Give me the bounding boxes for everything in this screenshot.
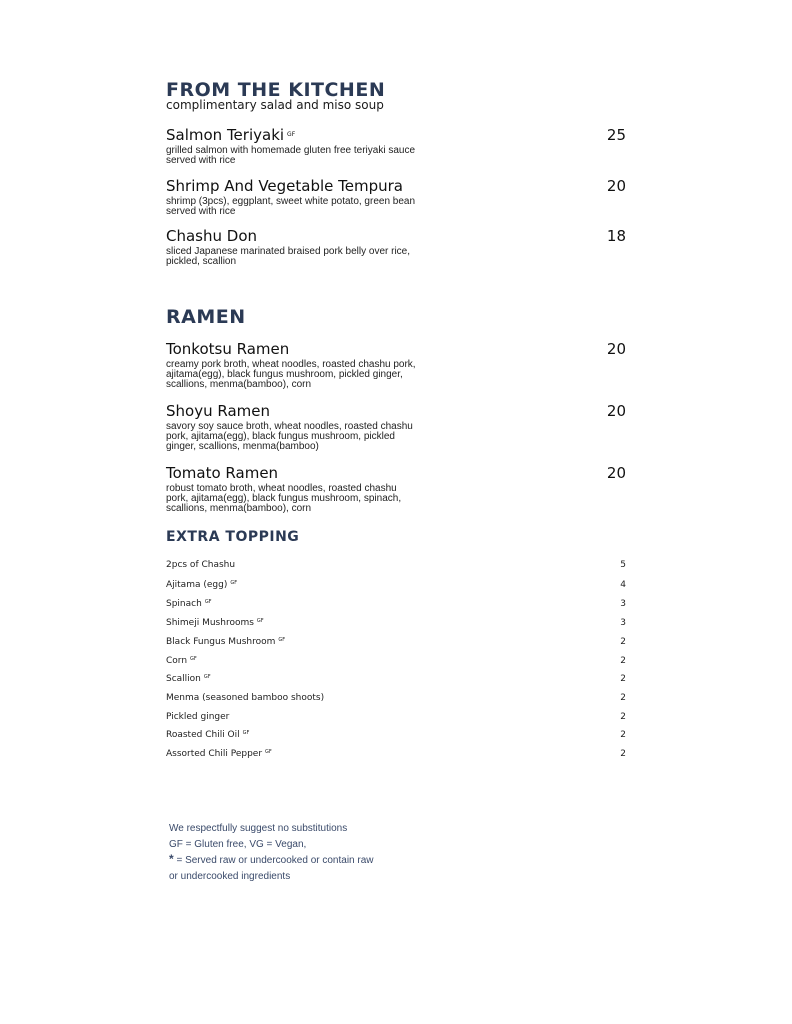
topping-row (166, 730, 626, 744)
topping-row (166, 580, 626, 594)
menu-item-shrimp-tempura (166, 177, 626, 217)
gf-tag: GF (204, 599, 212, 605)
topping-row (166, 599, 626, 613)
topping-price: 2 (620, 693, 626, 703)
item-name: Salmon Teriyaki (166, 126, 285, 144)
item-description: robust tomato broth, wheat noodles, roasted chashu pork, ajitama(egg), black fungus mushroom, spinach, scallions, menma(bamboo), corn (166, 483, 402, 514)
gf-tag: GF (256, 618, 264, 624)
topping-row (166, 749, 626, 763)
item-name: Tomato Ramen (166, 464, 279, 482)
gf-tag: GF (203, 674, 211, 680)
topping-row (166, 656, 626, 670)
topping-row (166, 560, 626, 574)
topping-price: 2 (620, 730, 626, 740)
gf-tag: GF (230, 580, 238, 586)
topping-price: 5 (620, 560, 626, 570)
topping-price: 3 (620, 599, 626, 609)
topping-name: 2pcs of Chashu (166, 560, 236, 570)
item-name: Tonkotsu Ramen (166, 340, 290, 358)
topping-row (166, 637, 626, 651)
item-name: Shoyu Ramen (166, 402, 270, 420)
topping-price: 2 (620, 712, 626, 722)
topping-price: 2 (620, 749, 626, 759)
item-price: 20 (606, 177, 626, 195)
topping-row (166, 693, 626, 707)
item-description: sliced Japanese marinated braised pork belly over rice, pickled, scallion (166, 246, 411, 267)
notes-line-legend: GF = Gluten free, VG = Vegan, (169, 838, 307, 850)
menu-item-chashu-don (166, 227, 626, 267)
topping-price: 2 (620, 656, 626, 666)
asterisk-symbol: * (169, 852, 174, 866)
notes-line-substitutions: We respectfully suggest no substitutions (169, 823, 348, 834)
topping-price: 2 (620, 674, 626, 684)
topping-name: Shimeji Mushrooms (166, 618, 254, 628)
item-price: 20 (606, 340, 626, 358)
notes-line-raw: = Served raw or undercooked or contain raw (173, 855, 374, 866)
gf-tag: GF (190, 656, 197, 662)
topping-row (166, 674, 626, 688)
gf-tag: GF (287, 131, 296, 138)
topping-price: 4 (620, 580, 626, 590)
kitchen-section-subtitle: complimentary salad and miso soup (166, 98, 384, 112)
extra-topping-title: EXTRA TOPPING (166, 529, 300, 545)
item-price: 18 (606, 227, 626, 245)
item-description: shrimp (3pcs), eggplant, sweet white potato, green bean served with rice (166, 196, 416, 217)
kitchen-section-title: FROM THE KITCHEN (166, 79, 386, 101)
menu-item-tomato-ramen (166, 464, 626, 514)
topping-name: Corn (166, 656, 188, 666)
topping-name: Pickled ginger (166, 712, 230, 722)
menu-item-tonkotsu-ramen (166, 340, 626, 390)
topping-name: Spinach (166, 599, 202, 609)
topping-name: Scallion (166, 674, 201, 684)
item-description: savory soy sauce broth, wheat noodles, roasted chashu pork, ajitama(egg), black fungus mushroom, pickled ginger, scallions, menma(bamboo) (166, 421, 413, 452)
topping-name: Assorted Chili Pepper (166, 749, 263, 759)
item-name: Chashu Don (166, 227, 258, 245)
topping-name: Menma (seasoned bamboo shoots) (166, 693, 325, 703)
topping-name: Roasted Chili Oil (166, 730, 240, 740)
topping-row (166, 712, 626, 726)
topping-name: Black Fungus Mushroom (166, 637, 276, 647)
topping-row (166, 618, 626, 632)
menu-item-salmon-teriyaki (166, 126, 626, 166)
item-name: Shrimp And Vegetable Tempura (166, 177, 403, 195)
item-price: 20 (606, 464, 626, 482)
gf-tag: GF (242, 730, 250, 736)
menu-notes (169, 821, 374, 884)
menu-item-shoyu-ramen (166, 402, 626, 452)
topping-price: 3 (620, 618, 626, 628)
topping-name: Ajitama (egg) (166, 580, 228, 590)
item-price: 25 (606, 126, 626, 144)
item-description: creamy pork broth, wheat noodles, roasted chashu pork, ajitama(egg), black fungus mushroom, pickled ginger, scallions, menma(bamboo), corn (166, 359, 416, 390)
gf-tag: GF (265, 749, 272, 755)
gf-tag: GF (278, 637, 286, 643)
item-price: 20 (606, 402, 626, 420)
ramen-section-title: RAMEN (166, 306, 246, 328)
item-description: grilled salmon with homemade gluten free teriyaki sauce served with rice (166, 145, 416, 166)
notes-line-raw-cont: or undercooked ingredients (169, 870, 291, 882)
topping-price: 2 (620, 637, 626, 647)
